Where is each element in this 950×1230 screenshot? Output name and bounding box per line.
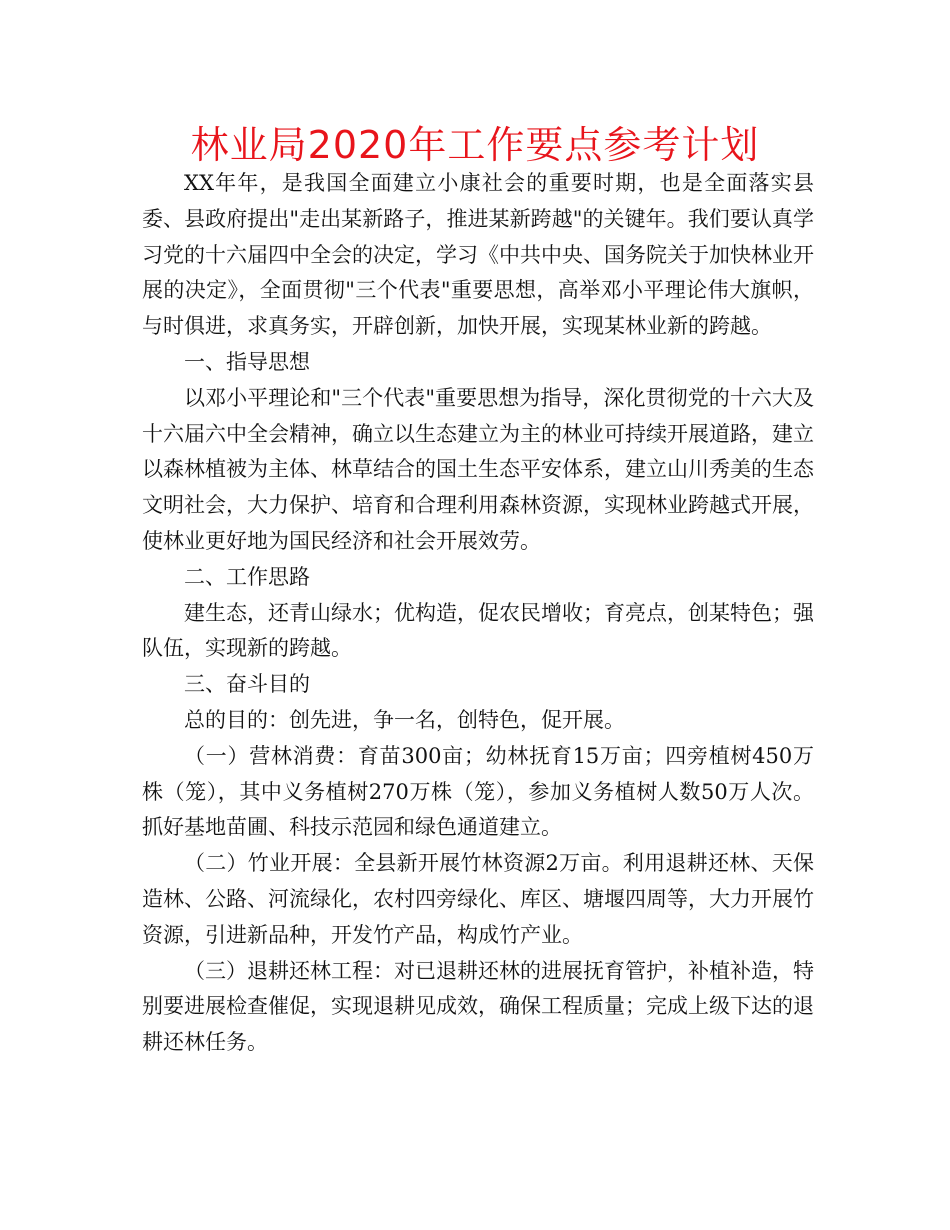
section-heading-work-approach: 二、工作思路 <box>184 564 310 589</box>
overall-goal-paragraph: 总的目的：创先进，争一名，创特色，促开展。 <box>184 707 625 732</box>
goal-item-bamboo: （二）竹业开展：全县新开展竹林资源2万亩。利用退耕还林、天保造林、公路、河流绿化，农村四旁绿化、库区、塘堰四周等，大力开展竹资源，引进新品种，开发竹产品，构成竹产业。 <box>142 851 814 947</box>
goal-item-afforestation: （一）营林消费：育苗300亩；幼林抚育15万亩；四旁植树450万株（笼），其中义务植树270万株（笼），参加义务植树人数50万人次。抓好基地苗圃、科技示范园和绿色通道建立。 <box>142 743 814 840</box>
goal-item-reforestation: （三）退耕还林工程：对已退耕还林的进展抚育管护，补植补造，特别要进展检查催促，实现退耕见成效，确保工程质量；完成上级下达的退耕还林任务。 <box>142 958 814 1055</box>
document-title: 林业局2020年工作要点参考计划 <box>190 123 760 167</box>
section-heading-goals: 三、奋斗目的 <box>184 672 310 697</box>
guiding-thought-paragraph: 以邓小平理论和"三个代表"重要思想为指导，深化贯彻党的十六大及十六届六中全会精神，确立以生态建立为主的林业可持续开展道路，建立以森林植被为主体、林草结合的国土生态平安体系，建立山川秀美的生态文明社会，大力保护、培育和合理利用森林资源，实现林业跨越式开展，使林业更好地为国民经济和社会开展效劳。 <box>142 385 814 553</box>
document-body <box>142 166 814 1061</box>
work-approach-paragraph: 建生态，还青山绿水；优构造，促农民增收；育亮点，创某特色；强队伍，实现新的跨越。 <box>142 600 814 661</box>
intro-paragraph: XX年年，是我国全面建立小康社会的重要时期，也是全面落实县委、县政府提出"走出某新路子，推进某新跨越"的关键年。我们要认真学习党的十六届四中全会的决定，学习《中共中央、国务院关于加快林业开展的决定》，全面贯彻"三个代表"重要思想，高举邓小平理论伟大旗帜，与时俱进，求真务实，开辟创新，加快开展，实现某林业新的跨越。 <box>142 171 814 339</box>
section-heading-guiding-thought: 一、指导思想 <box>184 349 310 374</box>
